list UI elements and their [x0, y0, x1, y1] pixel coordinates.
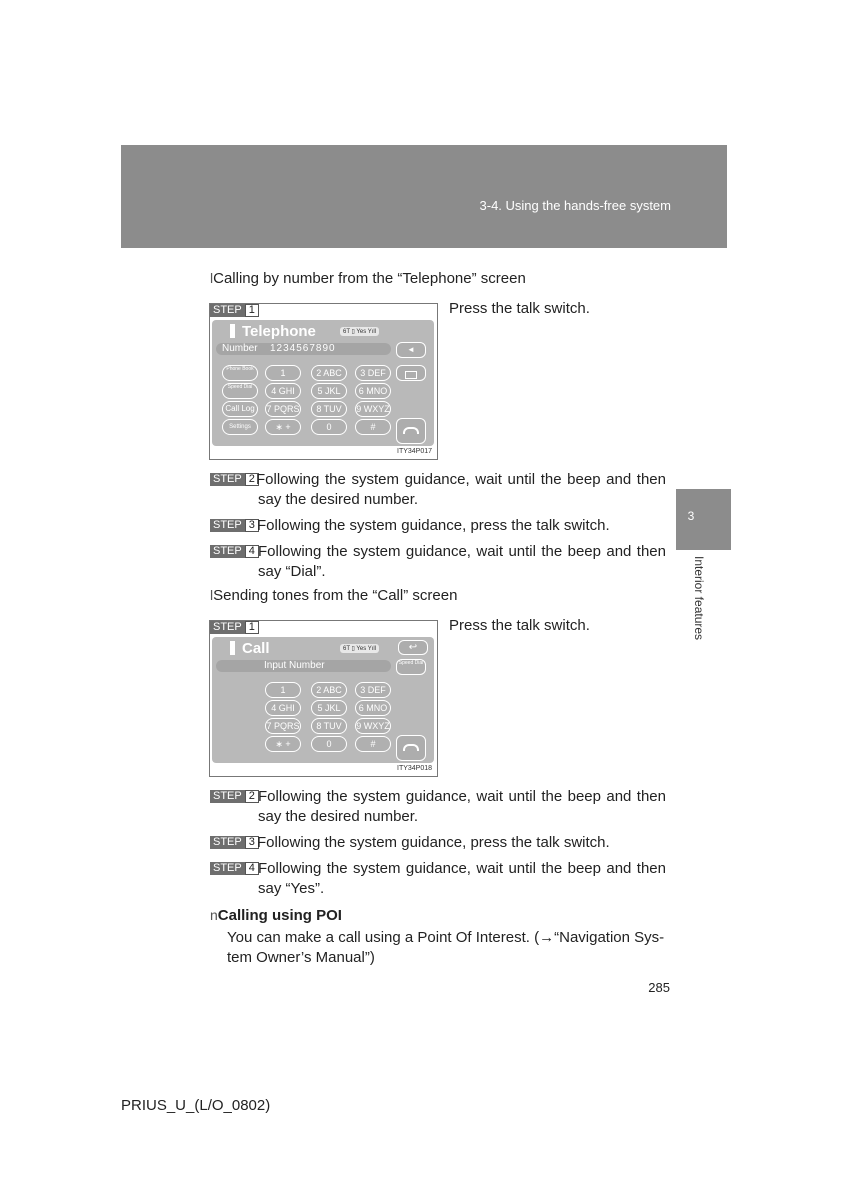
key-5[interactable]: 5 JKL [311, 700, 347, 716]
call-log-key[interactable]: Call Log [222, 401, 258, 417]
step1-text: Press the talk switch. [449, 617, 590, 634]
step3-text: Following the system guidance, press the talk switch. [257, 517, 610, 534]
key-7[interactable]: 7 PQRS [265, 718, 301, 734]
key-6[interactable]: 6 MNO [355, 383, 391, 399]
screen-title: Call [242, 640, 270, 657]
speed-dial-key[interactable]: Speed Dial [222, 383, 258, 399]
key-5[interactable]: 5 JKL [311, 383, 347, 399]
number-bar [216, 343, 391, 355]
section3-body-line2: tem Owner’s Manual”) [227, 949, 375, 966]
key-0[interactable]: 0 [311, 736, 347, 752]
hang-up-button[interactable] [396, 735, 426, 761]
step-badge: STEP 2 [210, 473, 259, 486]
key-2[interactable]: 2 ABC [311, 365, 347, 381]
key-6[interactable]: 6 MNO [355, 700, 391, 716]
chapter-header-band [121, 145, 727, 248]
handset-icon [403, 427, 419, 434]
step3-text: Following the system guidance, press the talk switch. [257, 834, 610, 851]
step-badge: STEP 3 [210, 519, 259, 532]
key-8[interactable]: 8 TUV [311, 401, 347, 417]
key-3[interactable]: 3 DEF [355, 365, 391, 381]
section3-heading-line [210, 905, 342, 926]
bullet-marker: l [210, 270, 214, 286]
phone-icon [230, 324, 235, 338]
section3-body-line1: You can make a call using a Point Of Interest. (→“Navigation Sys- [227, 929, 665, 946]
section3-heading: Calling using POI [217, 907, 342, 924]
handset-icon [403, 744, 419, 751]
section1-heading: Calling by number from the “Telephone” screen [213, 270, 526, 287]
figure-caption: ITY34P017 [397, 448, 433, 455]
step-badge: STEP 1 [210, 304, 259, 317]
step-badge: STEP 2 [210, 790, 259, 803]
key-0[interactable]: 0 [311, 419, 347, 435]
display-toggle-button[interactable] [396, 365, 426, 381]
page-number: 285 [648, 980, 670, 995]
chapter-number: 3 [687, 509, 695, 523]
key-1[interactable]: 1 [265, 682, 301, 698]
step2-text: Following the system guidance, wait until the beep and then say the desired number. [258, 788, 666, 825]
key-9[interactable]: 9 WXYZ [355, 718, 391, 734]
chapter-label: Interior features [692, 556, 706, 641]
key-star[interactable]: ∗ + [265, 736, 301, 752]
section2-heading-line [210, 585, 457, 606]
step1-text: Press the talk switch. [449, 300, 590, 317]
phone-icon [230, 641, 235, 655]
key-3[interactable]: 3 DEF [355, 682, 391, 698]
return-button[interactable] [398, 640, 428, 655]
document-code: PRIUS_U_(L/O_0802) [121, 1097, 271, 1114]
key-hash[interactable]: # [355, 419, 391, 435]
number-value: 1234567890 [270, 343, 336, 354]
telephone-screen-figure [209, 303, 438, 460]
key-hash[interactable]: # [355, 736, 391, 752]
call-button[interactable] [396, 418, 426, 444]
return-icon: ↩ [408, 642, 418, 653]
bullet-marker: l [210, 587, 214, 603]
input-number-bar [216, 660, 391, 672]
figure-caption: ITY34P018 [397, 765, 433, 772]
key-star[interactable]: ∗ + [265, 419, 301, 435]
number-label: Number [222, 343, 258, 354]
key-9[interactable]: 9 WXYZ [355, 401, 391, 417]
step-badge: STEP 4 [210, 545, 259, 558]
key-4[interactable]: 4 GHI [265, 383, 301, 399]
call-screen-figure [209, 620, 438, 777]
call-screen [212, 637, 434, 763]
step-badge: STEP 1 [210, 621, 259, 634]
back-button[interactable]: ◄ [396, 342, 426, 358]
key-7[interactable]: 7 PQRS [265, 401, 301, 417]
section1-heading-line [210, 268, 526, 289]
section-title: 3-4. Using the hands-free system [479, 198, 671, 213]
key-4[interactable]: 4 GHI [265, 700, 301, 716]
phone-book-key[interactable]: Phone Book [222, 365, 258, 381]
step-badge: STEP 3 [210, 836, 259, 849]
screen-title: Telephone [242, 323, 316, 340]
bullet-marker: n [210, 907, 218, 923]
step-badge: STEP 4 [210, 862, 259, 875]
step4-text: Following the system guidance, wait until the beep and then say “Yes”. [258, 860, 666, 897]
section2-heading: Sending tones from the “Call” screen [213, 587, 458, 604]
key-2[interactable]: 2 ABC [311, 682, 347, 698]
step2-text: Following the system guidance, wait until the beep and then say the desired number. [256, 471, 666, 508]
settings-key[interactable]: Settings [222, 419, 258, 435]
status-icons: 6T ▯ Yes Yıll [340, 644, 379, 653]
screen-icon [405, 371, 417, 379]
key-1[interactable]: 1 [265, 365, 301, 381]
telephone-screen [212, 320, 434, 446]
status-icons: 6T ▯ Yes Yıll [340, 327, 379, 336]
step4-text: Following the system guidance, wait until the beep and then say “Dial”. [258, 543, 666, 580]
key-8[interactable]: 8 TUV [311, 718, 347, 734]
input-number-label: Input Number [264, 660, 325, 671]
speed-dial-button[interactable]: Speed Dial [396, 659, 426, 675]
